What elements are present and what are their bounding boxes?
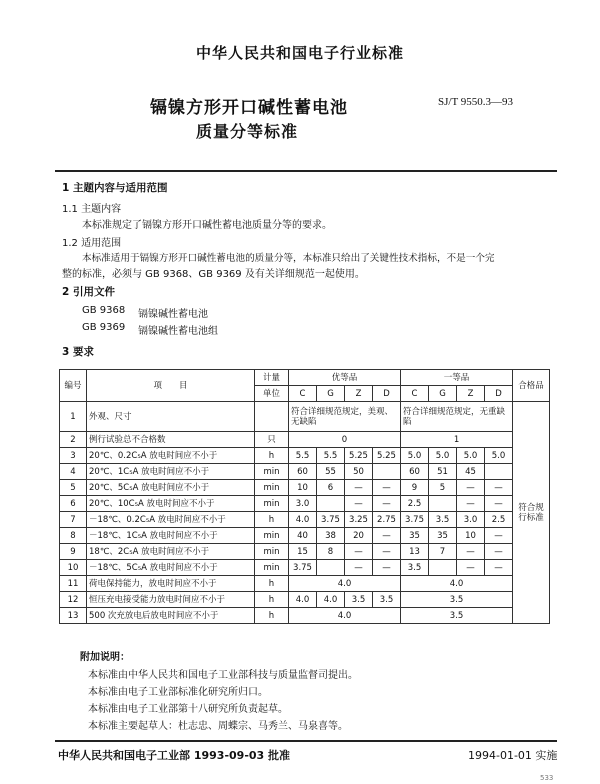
value-cell: 5.5: [317, 448, 345, 464]
value-cell: 4.0: [317, 592, 345, 608]
value-cell: [317, 560, 345, 576]
header-qualified: 合格品: [513, 370, 550, 402]
appendix-line-4: 本标准主要起草人：杜志忠、周蝶宗、马秀兰、马泉喜等。: [88, 721, 348, 732]
header-item: 项 目: [87, 370, 255, 402]
header-d: D: [373, 386, 401, 402]
section-1-2-text-b: 整的标准，必须与 GB 9368、GB 9369 及有关详细规范一起使用。: [62, 269, 365, 280]
value-cell: —: [485, 544, 513, 560]
section-1-2-text-a: 本标准适用于镉镍方形开口碱性蓄电池的质量分等，本标准只给出了关键性技术指标，不是一个完: [82, 253, 495, 264]
row-unit: min: [255, 496, 289, 512]
value-cell: 2.5: [401, 496, 429, 512]
row-unit: min: [255, 528, 289, 544]
value-cell: 20: [345, 528, 373, 544]
page-number: 533: [540, 774, 554, 782]
value-cell: 35: [401, 528, 429, 544]
qualified-text-b: 行标准: [518, 512, 544, 523]
row-item: 外观、尺寸: [87, 402, 255, 432]
value-cell: 5.0: [401, 448, 429, 464]
value-cell: 60: [289, 464, 317, 480]
row-number: 6: [60, 496, 87, 512]
document-subtitle: 质量分等标准: [196, 122, 299, 141]
qualified-cell: [513, 402, 550, 624]
value-cell: 8: [317, 544, 345, 560]
value-cell: —: [345, 496, 373, 512]
value-cell: 2.75: [373, 512, 401, 528]
value-cell: 35: [429, 528, 457, 544]
row-number: 13: [60, 608, 87, 624]
value-cell: —: [373, 560, 401, 576]
value-cell: 55: [317, 464, 345, 480]
row-unit: min: [255, 544, 289, 560]
row-item: 20℃、0.2C₅A 放电时间应不小于: [87, 448, 255, 464]
row-first-value: 3.5: [401, 592, 513, 608]
value-cell: —: [457, 560, 485, 576]
value-cell: [373, 464, 401, 480]
value-cell: 3.75: [289, 560, 317, 576]
value-cell: 3.75: [317, 512, 345, 528]
reference-1-name: 镉镍碱性蓄电池: [138, 309, 208, 320]
value-cell: 3.5: [373, 592, 401, 608]
value-cell: —: [485, 496, 513, 512]
row-excellent-value: 4.0: [289, 576, 401, 592]
approval-text: 中华人民共和国电子工业部 1993-09-03 批准: [58, 749, 291, 762]
value-cell: 45: [457, 464, 485, 480]
row-unit: h: [255, 448, 289, 464]
value-cell: 3.5: [429, 512, 457, 528]
value-cell: 3.0: [457, 512, 485, 528]
appendix-title: 附加说明：: [80, 652, 130, 663]
row-unit: min: [255, 480, 289, 496]
row-unit: min: [255, 560, 289, 576]
value-cell: —: [457, 496, 485, 512]
row-item: 荷电保持能力，放电时间应不小于: [87, 576, 255, 592]
row-number: 3: [60, 448, 87, 464]
row-item: 20℃、5C₅A 放电时间应不小于: [87, 480, 255, 496]
header-c: C: [289, 386, 317, 402]
value-cell: 10: [457, 528, 485, 544]
value-cell: —: [457, 480, 485, 496]
value-cell: 7: [429, 544, 457, 560]
value-cell: [429, 496, 457, 512]
row-item: 恒压充电接受能力放电时间应不小于: [87, 592, 255, 608]
row-item: －18℃、5C₅A 放电时间应不小于: [87, 560, 255, 576]
value-cell: 4.0: [289, 512, 317, 528]
row-item: 18℃、2C₅A 放电时间应不小于: [87, 544, 255, 560]
header-excellent: 优等品: [289, 370, 401, 386]
value-cell: [317, 496, 345, 512]
row-number: 9: [60, 544, 87, 560]
row-number: 11: [60, 576, 87, 592]
row-number: 12: [60, 592, 87, 608]
value-cell: 5.5: [289, 448, 317, 464]
value-cell: —: [345, 544, 373, 560]
value-cell: 3.25: [345, 512, 373, 528]
document-title: 镉镍方形开口碱性蓄电池: [150, 98, 348, 118]
value-cell: —: [485, 560, 513, 576]
requirements-table: [59, 369, 550, 624]
section-1-title: 1 主题内容与适用范围: [62, 182, 168, 194]
header-first-class: 一等品: [401, 370, 513, 386]
row-number: 8: [60, 528, 87, 544]
value-cell: 13: [401, 544, 429, 560]
value-cell: 38: [317, 528, 345, 544]
row-excellent-value: 4.0: [289, 608, 401, 624]
value-cell: 5: [429, 480, 457, 496]
value-cell: —: [373, 528, 401, 544]
header-c: C: [401, 386, 429, 402]
row-item: 例行试验总不合格数: [87, 432, 255, 448]
value-cell: 5.0: [485, 448, 513, 464]
value-cell: 15: [289, 544, 317, 560]
value-cell: —: [373, 496, 401, 512]
row-first-value: 3.5: [401, 608, 513, 624]
header-unit-b: 单位: [255, 386, 289, 402]
row-item: 20℃、1C₅A 放电时间应不小于: [87, 464, 255, 480]
row-item: －18℃、1C₅A 放电时间应不小于: [87, 528, 255, 544]
value-cell: [485, 464, 513, 480]
value-cell: —: [485, 528, 513, 544]
header-no: 编号: [60, 370, 87, 402]
header-g: G: [429, 386, 457, 402]
value-cell: 60: [401, 464, 429, 480]
row-unit: h: [255, 576, 289, 592]
value-cell: —: [345, 560, 373, 576]
row-item: 500 次充放电后放电时间应不小于: [87, 608, 255, 624]
section-3-title: 3 要求: [62, 346, 94, 358]
row-item: －18℃、0.2C₅A 放电时间应不小于: [87, 512, 255, 528]
value-cell: 5.25: [345, 448, 373, 464]
value-cell: [429, 560, 457, 576]
appendix-line-3: 本标准由电子工业部第十八研究所负责起草。: [88, 704, 288, 715]
value-cell: —: [485, 480, 513, 496]
row-first-value: 1: [401, 432, 513, 448]
header-unit-a: 计量: [255, 370, 289, 386]
section-1-1-text: 本标准规定了镉镍方形开口碱性蓄电池质量分等的要求。: [82, 220, 332, 231]
row-number: 7: [60, 512, 87, 528]
row-number: 1: [60, 402, 87, 432]
row-excellent-value: 0: [289, 432, 401, 448]
row-unit: h: [255, 608, 289, 624]
reference-2-name: 镉镍碱性蓄电池组: [138, 326, 218, 337]
industry-heading: 中华人民共和国电子行业标准: [195, 44, 404, 62]
row-unit: h: [255, 592, 289, 608]
value-cell: 4.0: [289, 592, 317, 608]
value-cell: 40: [289, 528, 317, 544]
footer-rule: [55, 740, 557, 742]
value-cell: —: [373, 544, 401, 560]
value-cell: 51: [429, 464, 457, 480]
row-first-value: 符合详细规范规定，无重缺陷: [401, 402, 513, 432]
standard-code: SJ/T 9550.3—93: [438, 96, 513, 108]
section-1-1-title: 1.1 主题内容: [62, 204, 122, 215]
value-cell: 2.5: [485, 512, 513, 528]
header-d: D: [485, 386, 513, 402]
row-number: 5: [60, 480, 87, 496]
row-number: 10: [60, 560, 87, 576]
reference-1-code: GB 9368: [82, 305, 126, 316]
row-number: 2: [60, 432, 87, 448]
section-1-2-title: 1.2 适用范围: [62, 238, 122, 249]
reference-2-code: GB 9369: [82, 322, 126, 333]
row-unit: 只: [255, 432, 289, 448]
row-number: 4: [60, 464, 87, 480]
value-cell: 3.5: [345, 592, 373, 608]
value-cell: 5.0: [457, 448, 485, 464]
row-unit: min: [255, 464, 289, 480]
appendix-line-2: 本标准由电子工业部标准化研究所归口。: [88, 687, 268, 698]
value-cell: 10: [289, 480, 317, 496]
row-unit: h: [255, 512, 289, 528]
row-unit: [255, 402, 289, 432]
value-cell: 50: [345, 464, 373, 480]
value-cell: 3.75: [401, 512, 429, 528]
effective-date: 1994-01-01 实施: [468, 749, 558, 762]
row-excellent-value: 符合详细规范规定，美观、无缺陷: [289, 402, 401, 432]
header-z: Z: [457, 386, 485, 402]
value-cell: 5.25: [373, 448, 401, 464]
header-rule: [55, 170, 557, 172]
appendix-line-1: 本标准由中华人民共和国电子工业部科技与质量监督司提出。: [88, 670, 358, 681]
value-cell: 6: [317, 480, 345, 496]
row-item: 20℃、10C₅A 放电时间应不小于: [87, 496, 255, 512]
value-cell: 9: [401, 480, 429, 496]
value-cell: 3.0: [289, 496, 317, 512]
value-cell: —: [373, 480, 401, 496]
value-cell: 5.0: [429, 448, 457, 464]
header-z: Z: [345, 386, 373, 402]
value-cell: 3.5: [401, 560, 429, 576]
value-cell: —: [345, 480, 373, 496]
qualified-text-a: 符合规: [518, 502, 544, 513]
section-2-title: 2 引用文件: [62, 286, 115, 298]
value-cell: —: [457, 544, 485, 560]
row-first-value: 4.0: [401, 576, 513, 592]
header-g: G: [317, 386, 345, 402]
